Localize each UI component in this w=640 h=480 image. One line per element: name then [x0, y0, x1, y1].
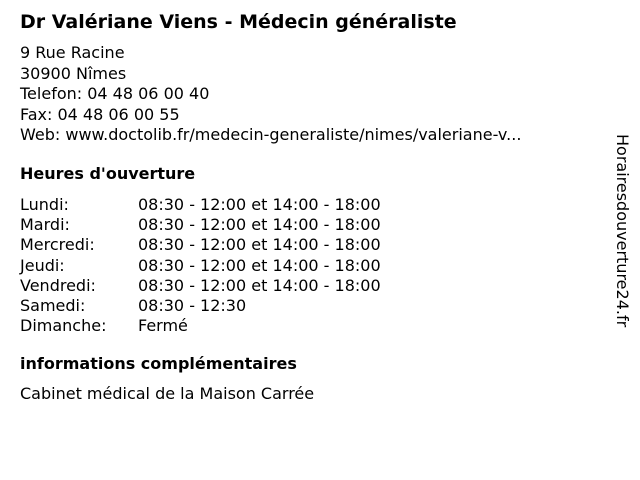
fax-number: Fax: 04 48 06 00 55: [20, 104, 180, 124]
time-value: 08:30 - 12:00 et 14:00 - 18:00: [138, 275, 381, 295]
day-label: Mercredi:: [20, 235, 95, 255]
day-label: Samedi:: [20, 295, 86, 315]
city-address: 30900 Nîmes: [20, 63, 127, 83]
time-value: 08:30 - 12:30: [138, 295, 247, 315]
additional-info-heading: informations complémentaires: [20, 354, 297, 373]
time-value: 08:30 - 12:00 et 14:00 - 18:00: [138, 195, 381, 214]
day-label: Jeudi:: [20, 255, 65, 275]
opening-hours-heading: Heures d'ouverture: [20, 164, 196, 183]
time-value: 08:30 - 12:00 et 14:00 - 18:00: [138, 215, 381, 235]
day-label: Lundi:: [20, 195, 69, 214]
site-watermark: Horairesdouverture24.fr: [613, 134, 632, 328]
day-label: Mardi:: [20, 215, 70, 235]
time-value: 08:30 - 12:00 et 14:00 - 18:00: [138, 255, 381, 275]
day-label: Vendredi:: [20, 275, 96, 295]
time-value: Fermé: [138, 316, 188, 336]
page-title: Dr Valériane Viens - Médecin généraliste: [20, 11, 457, 33]
street-address: 9 Rue Racine: [20, 43, 125, 62]
website-link: Web: www.doctolib.fr/medecin-generaliste/nimes/valeriane-v...: [20, 125, 522, 144]
contact-block: [20, 43, 521, 146]
time-value: 08:30 - 12:00 et 14:00 - 18:00: [138, 235, 381, 255]
day-label: Dimanche:: [20, 316, 107, 336]
phone-number: Telefon: 04 48 06 00 40: [20, 84, 210, 103]
additional-info-text: Cabinet médical de la Maison Carrée: [20, 384, 315, 403]
